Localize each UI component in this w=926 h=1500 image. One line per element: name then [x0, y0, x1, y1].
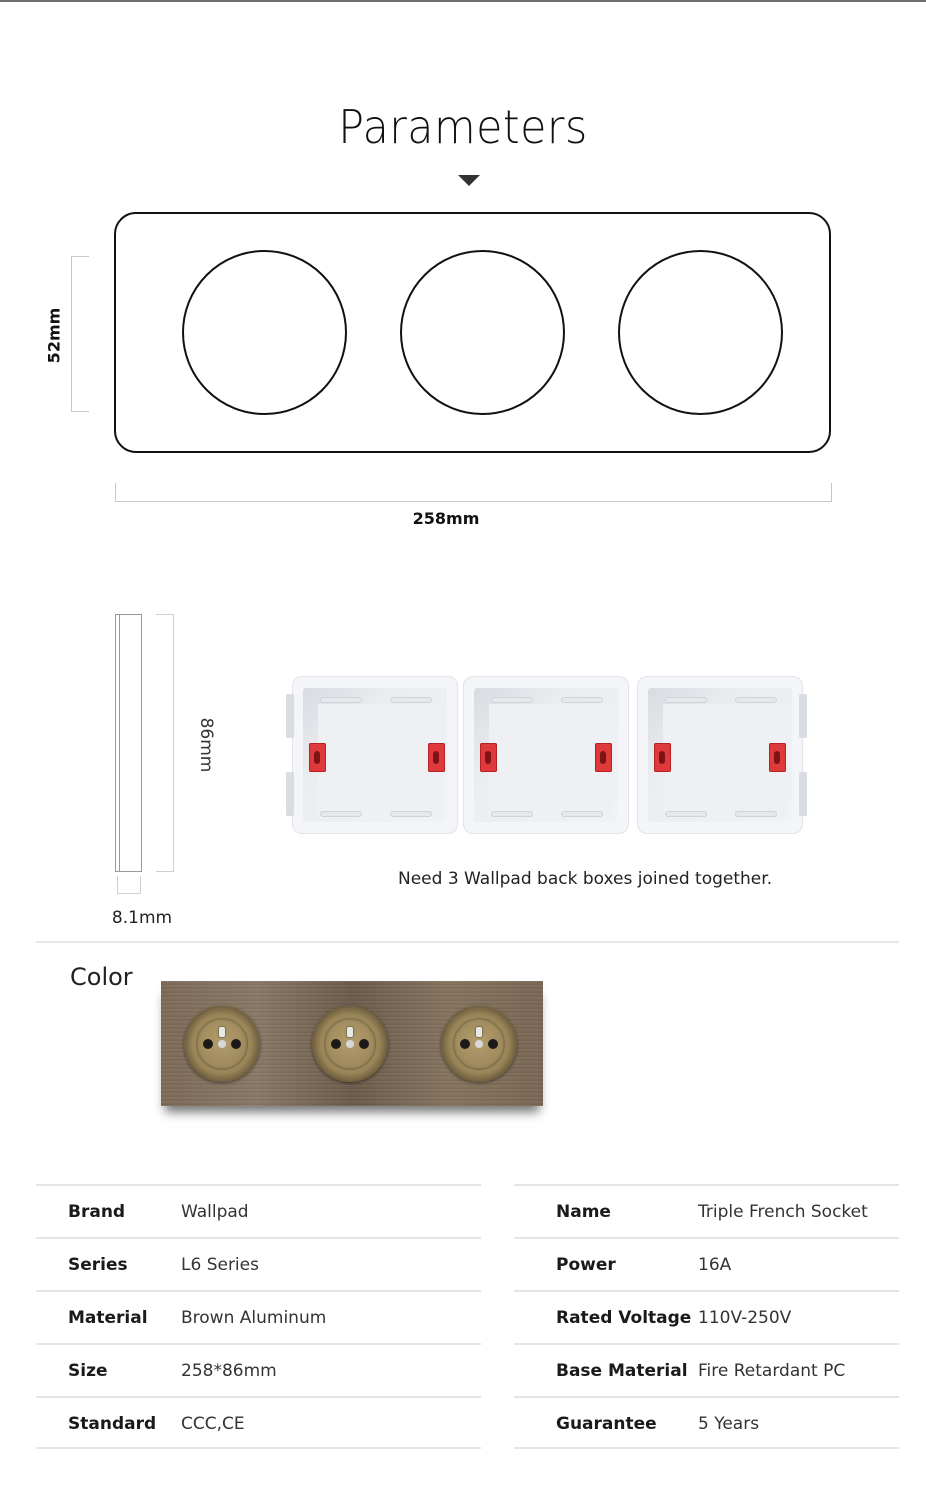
front-plate-outline	[114, 212, 831, 453]
socket-hole	[231, 1039, 241, 1049]
shutter-dot	[346, 1040, 354, 1048]
spec-key: Name	[556, 1202, 611, 1222]
knockout-tab	[665, 697, 707, 703]
back-box	[463, 676, 629, 834]
spec-key: Base Material	[556, 1361, 688, 1381]
thickness-label: 8.1mm	[111, 908, 173, 928]
side-height-bracket	[156, 614, 174, 872]
shutter-dot	[218, 1040, 226, 1048]
back-boxes-image	[287, 673, 807, 838]
spec-row-guarantee	[514, 1396, 899, 1449]
spec-key: Rated Voltage	[556, 1308, 692, 1328]
spec-value: CCC,CE	[181, 1414, 245, 1434]
triangle-down-icon	[458, 175, 480, 186]
socket-hole	[460, 1039, 470, 1049]
spec-row-rated-voltage	[514, 1290, 899, 1343]
knockout-tab	[491, 811, 533, 817]
side-profile-edge	[119, 614, 120, 872]
spec-value: Wallpad	[181, 1202, 249, 1222]
knockout-tab	[320, 697, 362, 703]
knockout-tab	[390, 811, 432, 817]
spec-key: Standard	[68, 1414, 157, 1434]
knockout-tab	[561, 811, 603, 817]
screw-lug	[309, 743, 326, 772]
screw-lug	[769, 743, 786, 772]
knockout-tab	[320, 811, 362, 817]
box-connector	[799, 694, 807, 738]
knockout-tab	[561, 697, 603, 703]
french-socket	[184, 1006, 260, 1082]
spec-value: Fire Retardant PC	[698, 1361, 846, 1381]
brown-aluminum-panel-image	[161, 981, 543, 1106]
french-socket	[441, 1006, 517, 1082]
shutter-dot	[475, 1040, 483, 1048]
spec-row-brand	[36, 1184, 481, 1237]
spec-value: 5 Years	[698, 1414, 760, 1434]
spec-key: Power	[556, 1255, 616, 1275]
spec-value: Brown Aluminum	[181, 1308, 327, 1328]
socket-hole	[488, 1039, 498, 1049]
width-dimension-bracket	[115, 483, 832, 502]
top-border	[0, 0, 926, 2]
socket-hole	[359, 1039, 369, 1049]
spec-row-series	[36, 1237, 481, 1290]
page-title: Parameters	[338, 100, 588, 154]
back-box-note: Need 3 Wallpad back boxes joined together.	[398, 869, 773, 889]
knockout-tab	[390, 697, 432, 703]
french-socket	[312, 1006, 388, 1082]
knockout-tab	[735, 811, 777, 817]
spec-row-power	[514, 1237, 899, 1290]
socket-hole-outline	[400, 250, 565, 415]
box-connector	[799, 772, 807, 816]
back-box	[637, 676, 803, 834]
spec-row-name	[514, 1184, 899, 1237]
spec-row-material	[36, 1290, 481, 1343]
socket-hole-outline	[182, 250, 347, 415]
spec-key: Material	[68, 1308, 148, 1328]
spec-row-base-material	[514, 1343, 899, 1396]
spec-key: Guarantee	[556, 1414, 657, 1434]
spec-value: 110V-250V	[698, 1308, 792, 1328]
box-connector	[286, 772, 294, 816]
socket-hole	[203, 1039, 213, 1049]
socket-hole-outline	[618, 250, 783, 415]
thickness-bracket	[117, 876, 141, 894]
spec-key: Brand	[68, 1202, 126, 1222]
earth-pin	[219, 1027, 225, 1037]
knockout-tab	[491, 697, 533, 703]
spec-value: 258*86mm	[181, 1361, 277, 1381]
spec-row-standard	[36, 1396, 481, 1449]
color-label: Color	[70, 963, 133, 991]
spec-key: Size	[68, 1361, 108, 1381]
width-dimension-label: 258mm	[412, 509, 480, 528]
spec-value: 16A	[698, 1255, 732, 1275]
screw-lug	[654, 743, 671, 772]
spec-row-size	[36, 1343, 481, 1396]
box-connector	[286, 694, 294, 738]
side-height-label: 86mm	[196, 717, 216, 773]
section-divider	[36, 941, 899, 943]
knockout-tab	[665, 811, 707, 817]
screw-lug	[480, 743, 497, 772]
screw-lug	[428, 743, 445, 772]
back-box	[292, 676, 458, 834]
socket-hole	[331, 1039, 341, 1049]
height-dimension-bracket	[71, 256, 89, 412]
spec-value: Triple French Socket	[698, 1202, 868, 1222]
earth-pin	[476, 1027, 482, 1037]
screw-lug	[595, 743, 612, 772]
spec-table-right	[514, 1184, 899, 1449]
spec-table-left	[36, 1184, 481, 1449]
spec-value: L6 Series	[181, 1255, 259, 1275]
earth-pin	[347, 1027, 353, 1037]
spec-key: Series	[68, 1255, 128, 1275]
box-floor	[318, 704, 442, 818]
knockout-tab	[735, 697, 777, 703]
height-dimension-label: 52mm	[44, 307, 64, 364]
